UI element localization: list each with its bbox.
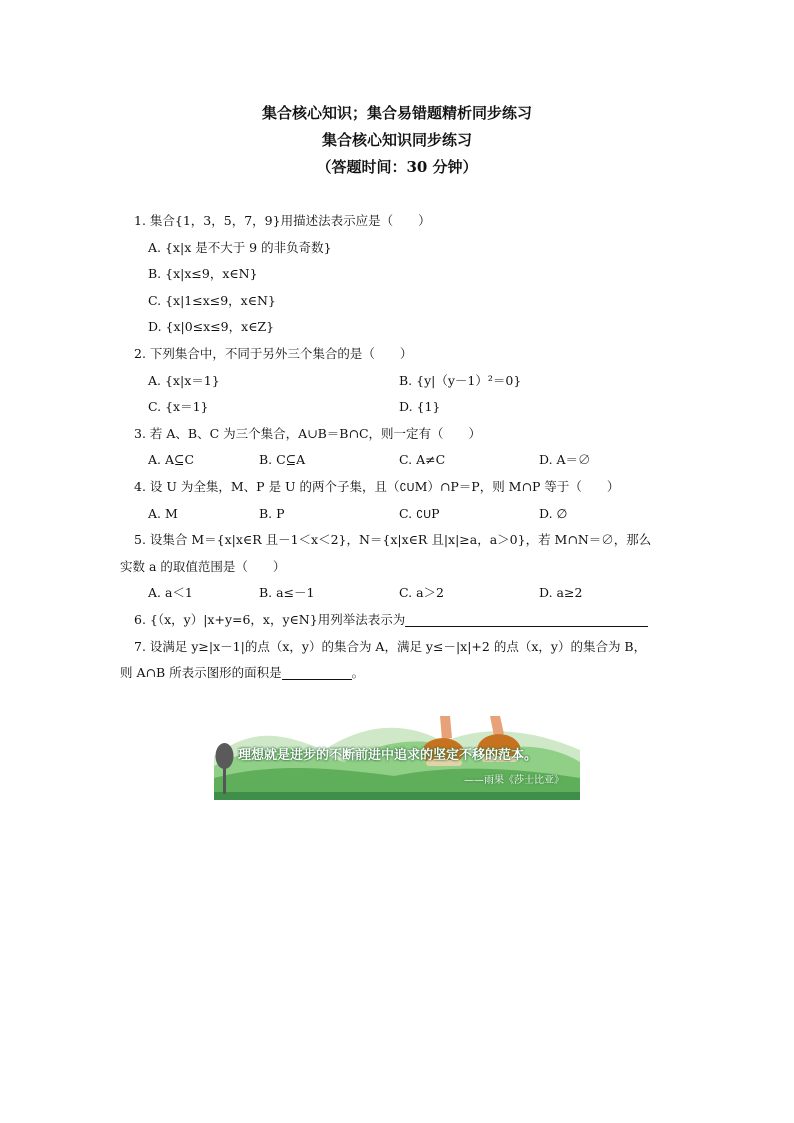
q1-option-d: D. {x|0≤x≤9，x∈Z} [148,319,275,335]
q3-option-b: B. C⊆A [259,452,306,468]
q4-options [120,501,676,528]
q4-option-c: C. ∁UP [399,505,440,521]
q2-options-row1 [120,368,676,395]
q7-stem-line1: 7. 设满足 y≥|x－1|的点（x，y）的集合为 A，满足 y≤－|x|+2 的点（x，y）的集合为 B， [134,638,647,654]
q5-option-c: C. a＞2 [399,585,444,601]
q1-stem: 1. 集合{1，3，5，7，9}用描述法表示应是（ ） [134,213,431,228]
q3-stem: 3. 若 A、B、C 为三个集合，A∪B＝B∩C，则一定有（ ） [134,425,482,441]
q2-option-c: C. {x＝1} [148,399,209,415]
q5-options [120,580,676,607]
sub-title: 集合核心知识同步练习 [321,131,472,149]
q3-option-a: A. A⊆C [148,452,195,468]
q4-stem: 4. 设 U 为全集，M、P 是 U 的两个子集，且（∁UM）∩P＝P，则 M∩P 等于（ ） [134,478,620,494]
q1-option-a: A. {x|x 是不大于 9 的非负奇数} [148,239,332,255]
q1-option-b: B. {x|x≤9，x∈N} [148,266,258,282]
quote-text: 理想就是进步的不断前进中追求的坚定不移的范本。 [238,748,538,763]
q3-option-d: D. A＝∅ [539,452,591,468]
complement-symbol: ∁U [399,480,415,494]
q2-option-a: A. {x|x＝1} [148,372,220,388]
q6-answer-blank[interactable] [405,608,648,627]
main-title: 集合核心知识；集合易错题精析同步练习 [261,104,532,122]
q4-option-d: D. ∅ [539,505,568,521]
q1-option-c: C. {x|1≤x≤9，x∈N} [148,292,276,308]
title-block [0,100,794,181]
q5-option-a: A. a＜1 [148,585,193,601]
q2-options-row2 [120,394,676,421]
q2-option-d: D. {1} [399,399,441,415]
q7-stem-line2: 则 A∩B 所表示图形的面积是 。 [120,660,676,687]
q2-option-b: B. {y|（y－1）²＝0} [399,372,522,388]
quote-author: ——雨果《莎士比亚》 [464,775,564,786]
time-note: （答题时间：30 分钟） [316,158,478,176]
quote-banner [214,716,580,800]
q5-option-b: B. a≤－1 [259,585,315,601]
q5-stem-line2: 实数 a 的取值范围是（ ） [120,558,286,574]
q5-option-d: D. a≥2 [539,585,583,601]
question-list [120,208,676,687]
q3-option-c: C. A≠C [399,452,446,468]
q2-stem: 2. 下列集合中，不同于另外三个集合的是（ ） [134,345,413,361]
q7-answer-blank[interactable] [282,661,352,680]
q4-option-a: A. M [148,505,178,521]
q4-option-b: B. P [259,505,285,521]
q6-stem: 6. {（x，y）|x+y=6，x，y∈N}用列举法表示为 [120,607,676,634]
q3-options [120,447,676,474]
q5-stem-line1: 5. 设集合 M＝{x|x∈R 且－1＜x＜2}，N＝{x|x∈R 且|x|≥a，a＞0}，若 M∩N＝∅，那么 [134,532,652,548]
